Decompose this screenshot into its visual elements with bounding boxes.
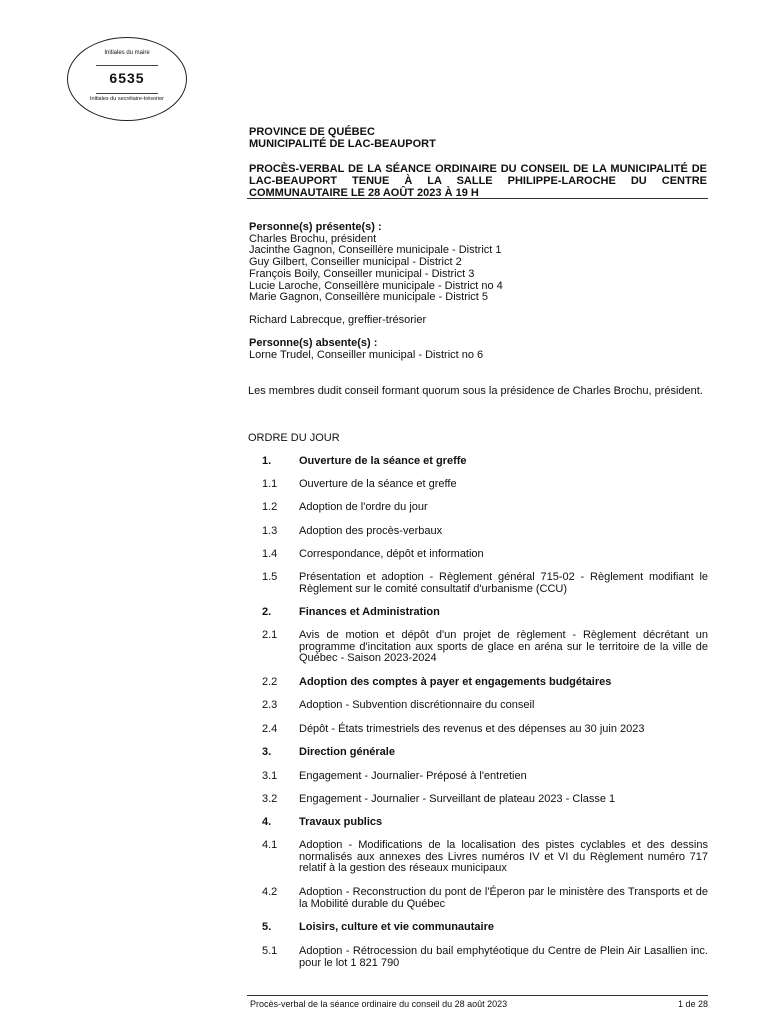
agenda-text: Présentation et adoption - Règlement général 715-02 - Règlement modifiant le Règlement sur le comité consultatif d'urbanisme (CCU) (299, 571, 708, 595)
agenda-number: 4.2 (262, 886, 278, 898)
agenda-text: Adoption - Rétrocession du bail emphytéotique du Centre de Plein Air Lasallien inc. pour le lot 1 821 790 (299, 945, 708, 969)
agenda-text: Adoption - Reconstruction du pont de l'Éperon par le ministère des Transports et de la Mobilité durable du Québec (299, 886, 708, 910)
agenda-heading: ORDRE DU JOUR (248, 432, 340, 444)
agenda-item (262, 887, 708, 910)
agenda-number: 2. (262, 606, 272, 618)
seal-number: 6535 (109, 70, 145, 86)
agenda-text: Adoption - Modifications de la localisation des pistes cyclables et des dessins normalisés aux annexes des Livres numéros IV et VI du Règlement numéro 717 relatif à la gestion des réseaux municipaux (299, 839, 708, 875)
initials-seal (67, 37, 187, 121)
agenda-text: Direction générale (299, 746, 395, 758)
present-member: Guy Gilbert, Conseiller municipal - District 2 (249, 256, 462, 269)
agenda-number: 2.1 (262, 629, 278, 641)
seal-mayor-label: Initiales du maire (104, 50, 150, 56)
document-header (249, 126, 436, 150)
agenda-section (262, 456, 708, 468)
agenda-item (262, 794, 708, 806)
absent-section (249, 338, 483, 361)
present-member: Charles Brochu, président (249, 232, 377, 245)
agenda-item (262, 479, 708, 491)
seal-divider (96, 65, 158, 66)
absent-heading: Personne(s) absente(s) : (249, 337, 378, 349)
agenda-item (262, 700, 708, 712)
clerk-line: Richard Labrecque, greffier-trésorier (249, 314, 427, 326)
agenda-number: 1.3 (262, 525, 278, 537)
agenda-text: Adoption des procès-verbaux (299, 525, 443, 537)
agenda-item (262, 677, 708, 689)
agenda-number: 1.4 (262, 548, 278, 560)
municipality-line: MUNICIPALITÉ DE LAC-BEAUPORT (249, 138, 436, 150)
agenda-text: Adoption - Subvention discrétionnaire du conseil (299, 699, 535, 711)
agenda-text: Finances et Administration (299, 606, 440, 618)
agenda-number: 2.2 (262, 676, 278, 688)
agenda-number: 2.3 (262, 699, 278, 711)
agenda-text: Avis de motion et dépôt d'un projet de règlement - Règlement décrétant un programme d'incitation aux sports de glace en aréna sur le territoire de la ville de Québec - Saison 2023-2024 (299, 629, 708, 665)
present-member: Marie Gagnon, Conseillère municipale - District 5 (249, 291, 489, 304)
title-divider (247, 198, 708, 199)
agenda-number: 3.1 (262, 770, 278, 782)
agenda-text: Correspondance, dépôt et information (299, 548, 484, 560)
agenda-section (262, 922, 708, 934)
document-title: PROCÈS-VERBAL DE LA SÉANCE ORDINAIRE DU CONSEIL DE LA MUNICIPALITÉ DE LAC-BEAUPORT TENUE À LA SALLE PHILIPPE-LAROCHE DU CENTRE COMMUNAUTAIRE LE 28 AOÛT 2023 À 19 H (249, 163, 707, 199)
agenda-item (262, 946, 708, 969)
agenda-text: Engagement - Journalier- Préposé à l'entretien (299, 770, 527, 782)
agenda-number: 1.5 (262, 571, 278, 583)
agenda-number: 5.1 (262, 945, 278, 957)
agenda-section (262, 607, 708, 619)
present-section (249, 222, 503, 304)
agenda-item (262, 549, 708, 561)
agenda-number: 1.1 (262, 478, 278, 490)
agenda-item (262, 572, 708, 595)
agenda-number: 3. (262, 746, 272, 758)
present-member: François Boily, Conseiller municipal - District 3 (249, 267, 475, 280)
agenda-text: Ouverture de la séance et greffe (299, 455, 467, 467)
agenda-item (262, 526, 708, 538)
agenda-text: Adoption de l'ordre du jour (299, 501, 428, 513)
agenda-number: 4. (262, 816, 272, 828)
agenda-text: Engagement - Journalier - Surveillant de plateau 2023 - Classe 1 (299, 793, 616, 805)
agenda-number: 4.1 (262, 839, 278, 851)
agenda-item (262, 771, 708, 783)
present-member: Lucie Laroche, Conseillère municipale - District no 4 (249, 279, 503, 292)
agenda-number: 1.2 (262, 501, 278, 513)
page-number: 1 de 28 (677, 999, 708, 1009)
agenda-number: 3.2 (262, 793, 278, 805)
agenda-section (262, 817, 708, 829)
agenda-number: 2.4 (262, 723, 278, 735)
agenda-number: 1. (262, 455, 272, 467)
agenda-item (262, 630, 708, 665)
present-member: Jacinthe Gagnon, Conseillère municipale - District 1 (249, 244, 502, 257)
agenda-text: Adoption des comptes à payer et engagements budgétaires (299, 676, 612, 688)
footer-divider (247, 995, 708, 996)
agenda-item (262, 502, 708, 514)
agenda-text: Loisirs, culture et vie communautaire (299, 921, 495, 933)
present-heading: Personne(s) présente(s) : (249, 221, 382, 233)
agenda-text: Ouverture de la séance et greffe (299, 478, 457, 490)
absent-member: Lorne Trudel, Conseiller municipal - District no 6 (249, 348, 484, 361)
agenda-text: Travaux publics (299, 816, 383, 828)
agenda-number: 5. (262, 921, 272, 933)
agenda-item (262, 724, 708, 736)
agenda-item (262, 840, 708, 875)
quorum-statement: Les membres dudit conseil formant quorum sous la présidence de Charles Brochu, président. (248, 385, 703, 397)
agenda-section (262, 747, 708, 759)
seal-secretary-label: Initiales du secrétaire-trésorier (90, 96, 164, 102)
footer-caption: Procès-verbal de la séance ordinaire du conseil du 28 août 2023 (250, 999, 508, 1009)
seal-divider (96, 93, 158, 94)
province-line: PROVINCE DE QUÉBEC (249, 126, 375, 138)
agenda-text: Dépôt - États trimestriels des revenus et des dépenses au 30 juin 2023 (299, 723, 645, 735)
